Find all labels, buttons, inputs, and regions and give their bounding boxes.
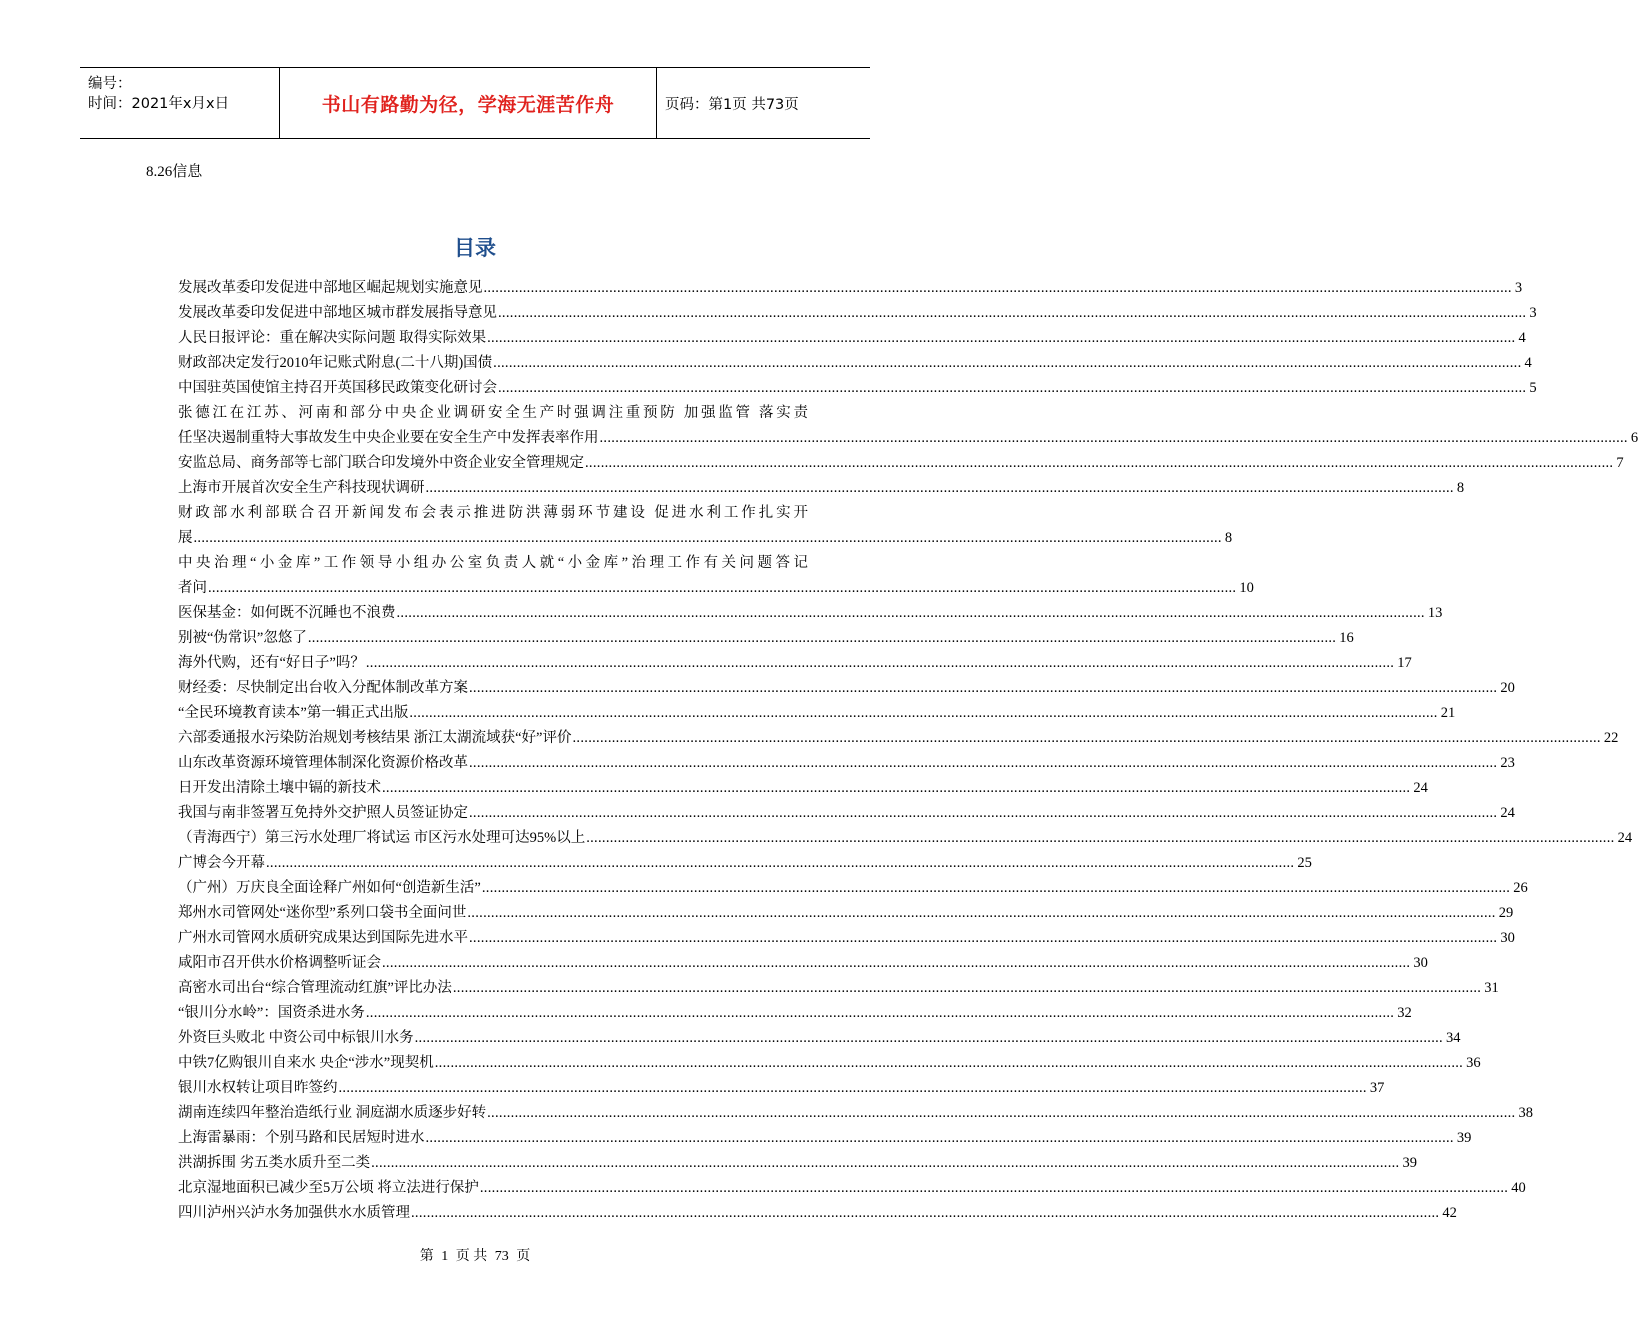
toc-entry[interactable] [178,676,1515,701]
footer-mid: 页 共 [455,1249,488,1264]
toc-entry[interactable] [178,1151,1417,1176]
toc-entry[interactable] [178,1026,1461,1051]
toc-entry-title: 山东改革资源环境管理体制深化资源价格改革 [178,755,468,771]
toc-entry-page: 4 [1518,330,1526,346]
toc-leader-dots [339,1076,1367,1101]
toc-entry[interactable] [178,1126,1472,1151]
toc-entry-title-line1: 张德江在江苏、河南和部分中央企业调研安全生产时强调注重预防 加强监管 落实责 [178,405,808,421]
toc-entry-page: 38 [1518,1105,1533,1121]
toc-leader-dots [382,951,1410,976]
toc-entry-title: 医保基金：如何既不沉睡也不浪费 [178,605,396,621]
toc-entry[interactable] [178,801,1515,826]
toc-leader-dots [426,476,1454,501]
toc-entry-page: 20 [1500,680,1515,696]
toc-leader-dots [498,376,1526,401]
toc-entry-title: 我国与南非签署互免持外交护照人员签证协定 [178,805,468,821]
toc-entry-title: 咸阳市召开供水价格调整听证会 [178,955,381,971]
toc-leader-dots [409,701,1437,726]
date-label: 时间：2021年x月x日 [88,96,230,112]
toc-entry[interactable] [178,326,1526,351]
header-page-info: 页码：第1页 共73页 [665,96,799,113]
toc-entry[interactable] [178,726,1619,751]
toc-leader-dots [453,976,1481,1001]
toc-entry-title: 中国驻英国使馆主持召开英国移民政策变化研讨会 [178,380,497,396]
toc-entry-title: “全民环境教育读本”第一辑正式出版 [178,705,409,721]
toc-entry[interactable] [178,376,1537,401]
toc-leader-dots [435,1051,1463,1076]
toc-entry[interactable] [178,951,1428,976]
toc-leader-dots [487,1101,1515,1126]
toc-entry-page: 40 [1511,1180,1526,1196]
toc-entry-title: 北京湿地面积已减少至5万公顷 将立法进行保护 [178,1180,479,1196]
toc-leader-dots [366,651,1394,676]
toc-leader-dots [208,576,1236,601]
document-label: 8.26信息 [146,164,203,180]
toc-entry-title: 洪湖拆围 劣五类水质升至二类 [178,1155,371,1171]
toc-entry-title: 财经委：尽快制定出台收入分配体制改革方案 [178,680,468,696]
document-header [80,67,870,139]
footer-total-pages: 73 [494,1249,509,1264]
header-motto: 书山有路勤为径，学海无涯苦作舟 [280,68,657,138]
toc-entry-title: 发展改革委印发促进中部地区城市群发展指导意见 [178,305,497,321]
toc-entry[interactable] [178,701,1456,726]
toc-entry-page: 3 [1514,280,1523,296]
toc-entry-title: 郑州水司管网处“迷你型”系列口袋书全面问世 [178,905,467,921]
toc-entry[interactable] [178,1101,1533,1126]
toc-leader-dots [484,276,1512,301]
toc-leader-dots [382,776,1410,801]
toc-entry-page: 7 [1616,455,1624,471]
toc-entry-title: 发展改革委印发促进中部地区崛起规划实施意见 [178,280,483,296]
footer-page-number: 1 [441,1249,449,1264]
footer-prefix: 第 [419,1249,434,1264]
header-meta [80,68,280,138]
toc-entry[interactable] [178,476,1465,501]
toc-entry-title: “银川分水岭”：国资杀进水务 [178,1005,365,1021]
toc-entry-page: 36 [1466,1055,1481,1071]
toc-entry[interactable] [178,501,1233,551]
page-footer [0,1245,950,1265]
footer-suffix: 页 [516,1249,531,1264]
toc-entry-title: 者问 [178,580,207,596]
toc-entry-page: 10 [1239,580,1254,596]
toc-leader-dots [498,301,1526,326]
toc-entry-page: 13 [1427,605,1443,621]
toc-entry[interactable] [178,751,1515,776]
toc-leader-dots [366,1001,1394,1026]
toc-leader-dots [371,1151,1399,1176]
toc-leader-dots [469,926,1497,951]
toc-entry-title: 中铁7亿购银川自来水 央企“涉水”现契机 [178,1055,434,1071]
toc-entry-title: 外资巨头败北 中资公司中标银川水务 [178,1030,414,1046]
toc-entry-page: 37 [1369,1080,1385,1096]
toc-entry[interactable] [178,851,1312,876]
toc-leader-dots [397,601,1425,626]
toc-entry-title: 任坚决遏制重特大事故发生中央企业要在安全生产中发挥表率作用 [178,430,599,446]
toc-entry-page: 4 [1524,355,1532,371]
toc-entry-title-line1: 财政部水利部联合召开新闻发布会表示推进防洪薄弱环节建设 促进水利工作扎实开 [178,505,808,521]
toc-entry-page: 39 [1402,1155,1417,1171]
toc-entry-title: 财政部决定发行2010年记账式附息(二十八期)国债 [178,355,493,371]
toc-entry[interactable] [178,301,1537,326]
toc-entry-page: 30 [1500,930,1515,946]
toc-entry[interactable] [178,1201,1457,1226]
toc-entry[interactable] [178,1001,1412,1026]
toc-leader-dots [415,1026,1443,1051]
toc-entry[interactable] [178,826,1633,851]
toc-entry[interactable] [178,601,1443,626]
toc-entry-title: 人民日报评论：重在解决实际问题 取得实际效果 [178,330,487,346]
toc-entry-page: 8 [1224,530,1233,546]
toc-entry[interactable] [178,351,1532,376]
toc-entry-page: 42 [1442,1205,1457,1221]
toc-entry[interactable] [178,276,1523,301]
toc-leader-dots [467,901,1495,926]
table-of-contents [178,276,1638,1226]
toc-entry-page: 29 [1498,905,1514,921]
toc-entry-title: （青海西宁）第三污水处理厂将试运 市区污水处理可达95%以上 [178,830,586,846]
toc-title: 目录 [454,236,496,260]
toc-entry-title: 广州水司管网水质研究成果达到国际先进水平 [178,930,468,946]
toc-entry-page: 30 [1413,955,1428,971]
toc-entry-title: 四川泸州兴泸水务加强供水水质管理 [178,1205,410,1221]
toc-entry-page: 22 [1603,730,1619,746]
toc-entry-title: 日开发出清除土壤中镉的新技术 [178,780,381,796]
toc-entry-page: 24 [1500,805,1515,821]
toc-leader-dots [469,801,1497,826]
toc-entry[interactable] [178,651,1412,676]
toc-leader-dots [426,1126,1454,1151]
toc-entry-page: 6 [1630,430,1638,446]
toc-entry-page: 5 [1529,380,1537,396]
toc-entry[interactable] [178,976,1499,1001]
toc-leader-dots [493,351,1521,376]
toc-leader-dots [469,751,1497,776]
toc-entry-page: 21 [1440,705,1456,721]
toc-entry-title: （广州）万庆良全面诠释广州如何“创造新生活” [178,880,481,896]
toc-leader-dots [469,676,1497,701]
toc-entry[interactable] [178,626,1354,651]
toc-entry-title-line1: 中央治理“小金库”工作领导小组办公室负责人就“小金库”治理工作有关问题答记 [178,555,808,571]
toc-leader-dots [586,826,1614,851]
toc-entry-title: 湖南连续四年整治造纸行业 洞庭湖水质逐步好转 [178,1105,487,1121]
toc-entry-title: 上海市开展首次安全生产科技现状调研 [178,480,425,496]
toc-entry-page: 32 [1397,1005,1412,1021]
toc-entry-title: 展 [178,530,193,546]
toc-leader-dots [480,1176,1508,1201]
toc-entry-title: 六部委通报水污染防治规划考核结果 浙江太湖流域获“好”评价 [178,730,572,746]
toc-entry-page: 34 [1445,1030,1461,1046]
toc-entry-title: 广博会今开幕 [178,855,265,871]
toc-entry-title: 别被“伪常识”忽悠了 [178,630,307,646]
toc-entry-page: 17 [1397,655,1412,671]
toc-entry-page: 39 [1456,1130,1472,1146]
toc-entry-page: 24 [1413,780,1428,796]
toc-entry-page: 24 [1617,830,1633,846]
toc-entry-page: 16 [1339,630,1354,646]
toc-leader-dots [482,876,1510,901]
toc-leader-dots [585,451,1613,476]
toc-entry[interactable] [178,876,1528,901]
toc-leader-dots [573,726,1601,751]
toc-entry[interactable] [178,1051,1481,1076]
toc-entry[interactable] [178,901,1514,926]
toc-entry-page: 25 [1297,855,1312,871]
toc-entry-title: 银川水权转让项目昨签约 [178,1080,338,1096]
toc-leader-dots [600,426,1628,451]
toc-entry-title: 安监总局、商务部等七部门联合印发境外中资企业安全管理规定 [178,455,584,471]
toc-entry-page: 31 [1484,980,1499,996]
toc-entry-title: 高密水司出台“综合管理流动红旗”评比办法 [178,980,452,996]
number-label: 编号： [88,76,132,92]
toc-leader-dots [308,626,1336,651]
toc-entry[interactable] [178,776,1428,801]
toc-entry[interactable] [178,926,1515,951]
toc-leader-dots [266,851,1294,876]
toc-entry-title: 上海雷暴雨：个别马路和民居短时进水 [178,1130,425,1146]
toc-entry-page: 26 [1513,880,1528,896]
toc-entry-title: 海外代购，还有“好日子”吗？ [178,655,365,671]
toc-entry[interactable] [178,1076,1385,1101]
toc-leader-dots [487,326,1515,351]
toc-entry-page: 23 [1500,755,1515,771]
toc-entry-page: 8 [1456,480,1465,496]
toc-leader-dots [194,526,1222,551]
toc-leader-dots [411,1201,1439,1226]
toc-entry[interactable] [178,551,1254,601]
toc-entry[interactable] [178,401,1638,451]
toc-entry[interactable] [178,1176,1526,1201]
toc-entry-page: 3 [1529,305,1537,321]
toc-entry[interactable] [178,451,1624,476]
